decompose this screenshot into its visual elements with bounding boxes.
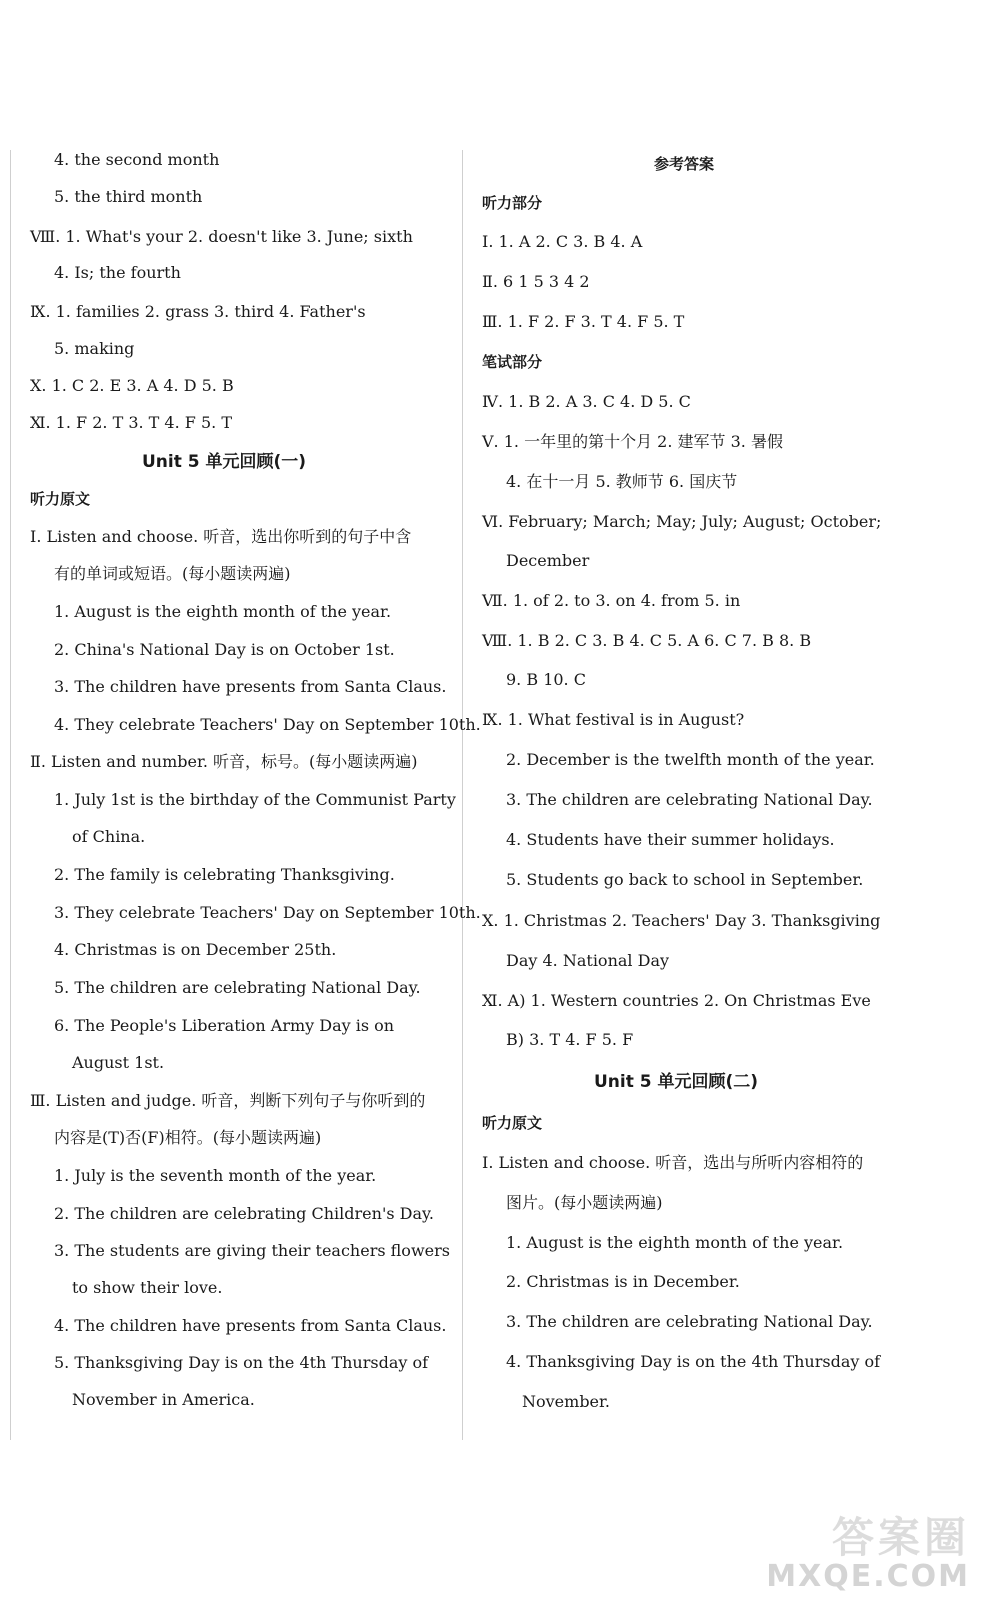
watermark-logo: 答案圈 [831, 1513, 970, 1562]
text-line: 3. The children have presents from Santa Claus. [54, 677, 447, 696]
text-line: November. [522, 1392, 610, 1411]
text-line: 2. The children are celebrating Children's Day. [54, 1204, 435, 1223]
text-line: 4. They celebrate Teachers' Day on September 10th. [54, 715, 481, 734]
left-margin-rule [10, 150, 11, 1440]
text-line: 1. August is the eighth month of the year. [506, 1233, 844, 1252]
watermark [766, 1505, 970, 1594]
text-line: Ⅲ. 1. F 2. F 3. T 4. F 5. T [482, 312, 685, 331]
section-heading: 听力原文 [482, 1114, 543, 1132]
text-line: Ⅷ. 1. B 2. C 3. B 4. C 5. A 6. C 7. B 8. B [482, 631, 812, 650]
text-line: 5. Thanksgiving Day is on the 4th Thursday of [54, 1353, 429, 1372]
section-heading: 听力原文 [30, 490, 91, 508]
section-heading: 听力部分 [482, 194, 543, 212]
text-line: 2. Christmas is in December. [506, 1272, 740, 1291]
text-line: Ⅸ. 1. families 2. grass 3. third 4. Father's [30, 302, 366, 321]
text-line: Ⅵ. February; March; May; July; August; October; [482, 512, 882, 531]
text-line: 有的单词或短语。(每小题读两遍) [54, 564, 291, 583]
answer-title: 参考答案 [654, 155, 715, 173]
text-line: 5. The children are celebrating National Day. [54, 978, 421, 997]
text-line: Ⅰ. Listen and choose. 听音，选出与所听内容相符的 [482, 1153, 864, 1172]
text-line: 4. 在十一月 5. 教师节 6. 国庆节 [506, 472, 738, 491]
text-line: 5. making [54, 339, 135, 358]
text-line: 4. the second month [54, 150, 220, 169]
text-line: of China. [72, 827, 146, 846]
text-line: Ⅱ. 6 1 5 3 4 2 [482, 272, 590, 291]
text-line: November in America. [72, 1390, 255, 1409]
text-line: 2. December is the twelfth month of the year. [506, 750, 875, 769]
text-line: 1. August is the eighth month of the year. [54, 602, 392, 621]
text-line: Ⅹ. 1. C 2. E 3. A 4. D 5. B [30, 376, 234, 395]
text-line: Ⅷ. 1. What's your 2. doesn't like 3. June; sixth [30, 227, 413, 246]
text-line: 图片。(每小题读两遍) [506, 1193, 663, 1212]
text-line: 9. B 10. C [506, 670, 586, 689]
text-line: 2. The family is celebrating Thanksgiving. [54, 865, 395, 884]
text-line: 1. July 1st is the birthday of the Communist Party [54, 790, 456, 809]
text-line: 3. They celebrate Teachers' Day on September 10th. [54, 903, 481, 922]
section-heading: 笔试部分 [482, 353, 543, 371]
text-line: 4. Thanksgiving Day is on the 4th Thursday of [506, 1352, 881, 1371]
unit-title: Unit 5 单元回顾(二) [594, 1072, 759, 1092]
text-line: Ⅸ. 1. What festival is in August? [482, 710, 745, 729]
text-line: August 1st. [72, 1053, 165, 1072]
text-line: 5. the third month [54, 187, 203, 206]
text-line: Ⅴ. 1. 一年里的第十个月 2. 建军节 3. 暑假 [482, 432, 783, 451]
text-line: Ⅹ. 1. Christmas 2. Teachers' Day 3. Thanksgiving [482, 911, 881, 930]
text-line: 4. Is; the fourth [54, 263, 181, 282]
text-line: 3. The children are celebrating National Day. [506, 790, 873, 809]
text-line: 4. Christmas is on December 25th. [54, 940, 337, 959]
text-line: B) 3. T 4. F 5. F [506, 1030, 634, 1049]
watermark-url: MXQE.COM [766, 1559, 970, 1594]
text-line: to show their love. [72, 1278, 223, 1297]
text-line: Ⅰ. Listen and choose. 听音，选出你听到的句子中含 [30, 527, 412, 546]
text-line: Ⅶ. 1. of 2. to 3. on 4. from 5. in [482, 591, 741, 610]
unit-title: Unit 5 单元回顾(一) [142, 452, 307, 472]
text-line: 内容是(T)否(F)相符。(每小题读两遍) [54, 1128, 322, 1147]
text-line: Ⅱ. Listen and number. 听音，标号。(每小题读两遍) [30, 752, 418, 771]
text-line: 3. The children are celebrating National Day. [506, 1312, 873, 1331]
text-line: 5. Students go back to school in September. [506, 870, 864, 889]
text-line: Day 4. National Day [506, 951, 670, 970]
text-line: 1. July is the seventh month of the year. [54, 1166, 377, 1185]
column-divider [462, 150, 463, 1440]
text-line: Ⅳ. 1. B 2. A 3. C 4. D 5. C [482, 392, 691, 411]
text-line: Ⅺ. A) 1. Western countries 2. On Christmas Eve [482, 991, 871, 1010]
text-line: 4. The children have presents from Santa Claus. [54, 1316, 447, 1335]
text-line: December [506, 551, 590, 570]
text-line: Ⅲ. Listen and judge. 听音，判断下列句子与你听到的 [30, 1091, 426, 1110]
text-line: Ⅺ. 1. F 2. T 3. T 4. F 5. T [30, 413, 232, 432]
text-line: 6. The People's Liberation Army Day is on [54, 1016, 395, 1035]
text-line: 4. Students have their summer holidays. [506, 830, 835, 849]
text-line: Ⅰ. 1. A 2. C 3. B 4. A [482, 232, 643, 251]
text-line: 3. The students are giving their teachers flowers [54, 1241, 450, 1260]
text-line: 2. China's National Day is on October 1st. [54, 640, 395, 659]
